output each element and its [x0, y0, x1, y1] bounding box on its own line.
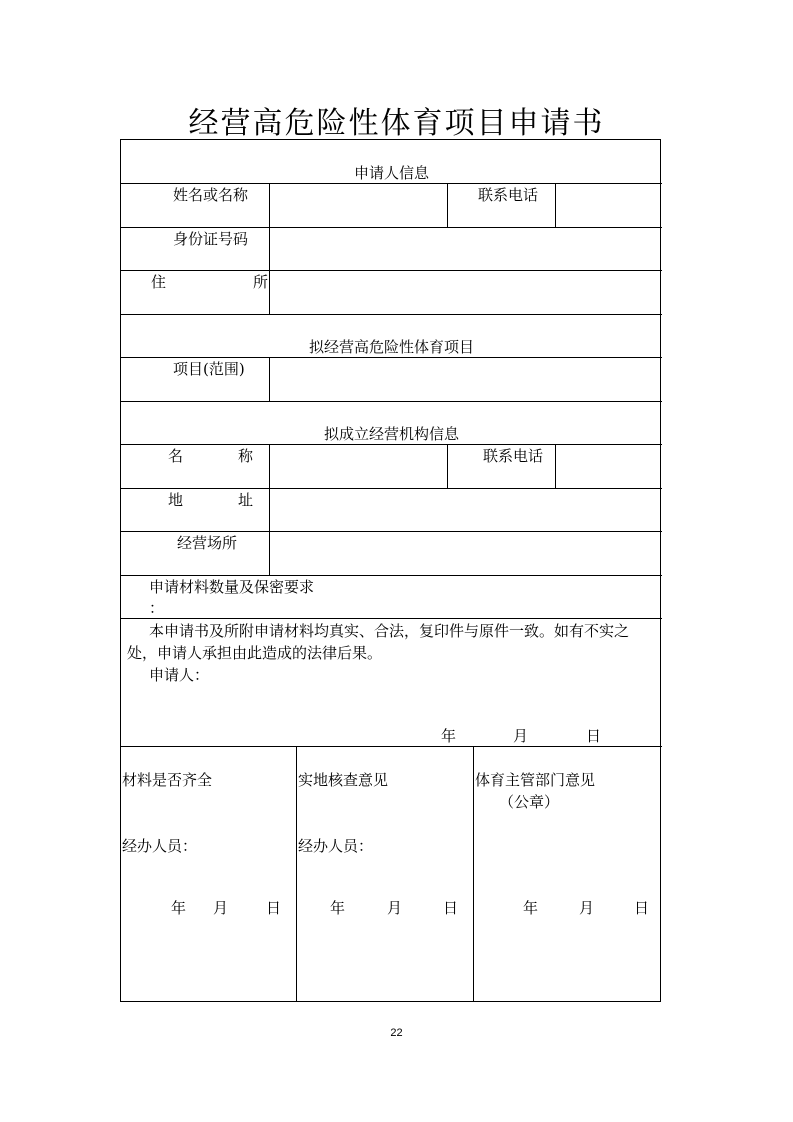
col-divider — [555, 444, 556, 488]
label-id-number: 身份证号码 — [173, 230, 249, 248]
row-divider — [121, 183, 662, 184]
review-month-3: 月 — [579, 899, 595, 917]
col-divider — [269, 444, 270, 575]
label-materials-colon: ： — [149, 599, 165, 617]
row-divider — [121, 444, 662, 445]
col-divider — [447, 444, 448, 488]
review-handler-1: 经办人员： — [122, 837, 198, 855]
review-day-3: 日 — [634, 899, 650, 917]
section-project: 拟经营高危险性体育项目 — [308, 338, 474, 356]
row-divider — [121, 746, 662, 747]
declaration-signer: 申请人： — [149, 666, 210, 684]
review-year-1: 年 — [171, 899, 187, 917]
declaration-day: 日 — [586, 727, 602, 745]
review-official-seal: （公章） — [499, 793, 560, 811]
col-divider — [269, 357, 270, 401]
section-applicant-info: 申请人信息 — [353, 164, 429, 182]
label-phone: 联系电话 — [478, 186, 539, 204]
row-divider — [121, 314, 662, 315]
row-divider — [121, 227, 662, 228]
review-month-1: 月 — [213, 899, 229, 917]
col-divider — [269, 183, 270, 314]
col-divider — [555, 183, 556, 227]
row-divider — [121, 618, 662, 619]
review-handler-2: 经办人员： — [298, 837, 374, 855]
review-sports-authority: 体育主管部门意见 — [475, 771, 596, 789]
page-number: 22 — [390, 1027, 403, 1039]
review-year-3: 年 — [523, 899, 539, 917]
label-venue: 经营场所 — [177, 534, 238, 552]
review-day-1: 日 — [266, 899, 282, 917]
row-divider — [121, 401, 662, 402]
label-project-scope: 项目(范围) — [173, 360, 245, 378]
declaration-year: 年 — [441, 727, 457, 745]
row-divider — [121, 531, 662, 532]
label-residence-left: 住 — [151, 273, 167, 291]
declaration-month: 月 — [513, 727, 529, 745]
row-divider — [121, 488, 662, 489]
review-site-inspection: 实地核查意见 — [298, 771, 389, 789]
declaration-text: 本申请书及所附申请材料均真实、合法，复印件与原件一致。如有不实之处，申请人承担由此造成的法律后果。 — [127, 622, 630, 662]
label-org-name-left: 名 — [168, 447, 184, 465]
row-divider — [121, 575, 662, 576]
label-name: 姓名或名称 — [173, 186, 249, 204]
review-year-2: 年 — [330, 899, 346, 917]
col-divider — [296, 746, 297, 1002]
label-org-phone: 联系电话 — [483, 447, 544, 465]
col-divider — [447, 183, 448, 227]
col-divider — [473, 746, 474, 1002]
review-day-2: 日 — [443, 899, 459, 917]
label-residence-right: 所 — [253, 273, 269, 291]
label-address-right: 址 — [238, 491, 254, 509]
label-materials-requirements: 申请材料数量及保密要求 — [149, 578, 315, 596]
review-materials-complete: 材料是否齐全 — [122, 771, 213, 789]
label-address-left: 地 — [168, 491, 184, 509]
application-form — [120, 139, 661, 1002]
label-org-name-right: 称 — [238, 447, 254, 465]
review-month-2: 月 — [387, 899, 403, 917]
row-divider — [121, 357, 662, 358]
row-divider — [121, 270, 662, 271]
document-title: 经营高危险性体育项目申请书 — [188, 106, 605, 141]
section-org-info: 拟成立经营机构信息 — [323, 425, 459, 443]
